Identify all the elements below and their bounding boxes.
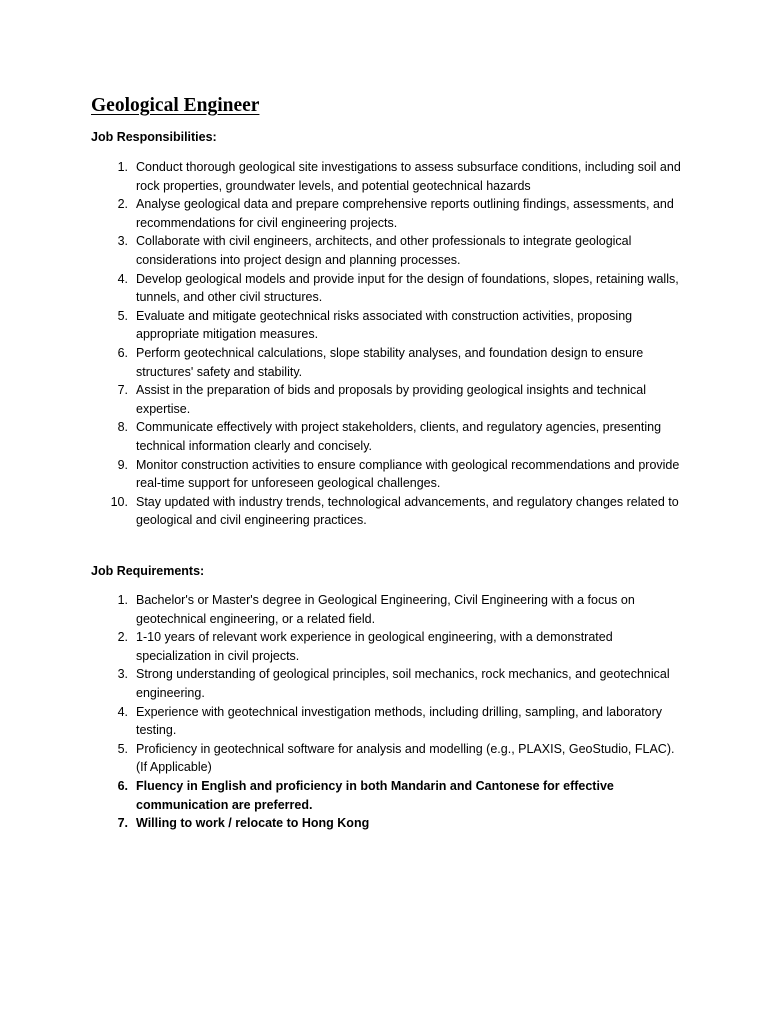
- responsibility-item: [0, 344, 768, 381]
- item-text: Strong understanding of geological principles, soil mechanics, rock mechanics, and geotechnical engineering.: [136, 667, 670, 700]
- responsibility-item: [0, 456, 768, 493]
- item-number: 3.: [117, 667, 128, 682]
- responsibility-item: [0, 195, 768, 232]
- item-number: 7.: [117, 816, 128, 831]
- item-text: Assist in the preparation of bids and proposals by providing geological insights and technical expertise.: [136, 383, 647, 416]
- requirements-list: [0, 591, 768, 833]
- item-text: Communicate effectively with project stakeholders, clients, and regulatory agencies, presenting technical information clearly and concisely.: [136, 420, 662, 453]
- item-number: 4.: [117, 271, 128, 286]
- item-text: Experience with geotechnical investigation methods, including drilling, sampling, and laboratory testing.: [136, 704, 662, 738]
- responsibilities-list: [0, 158, 768, 530]
- requirement-item: [0, 591, 768, 628]
- requirement-item: [0, 665, 768, 702]
- item-number: 9.: [117, 457, 128, 472]
- responsibility-item: [0, 493, 768, 530]
- requirement-item: [0, 628, 768, 665]
- responsibility-item: [0, 307, 768, 344]
- item-number: 6.: [117, 345, 128, 360]
- requirement-item: [0, 777, 768, 814]
- item-text: Bachelor's or Master's degree in Geological Engineering, Civil Engineering with a focus on geotechnical engineering, or a related field.: [136, 593, 635, 626]
- item-number: 2.: [117, 197, 128, 212]
- item-text: Perform geotechnical calculations, slope stability analyses, and foundation design to ensure structures' safety and stability.: [136, 345, 644, 379]
- item-number: 1.: [117, 160, 128, 174]
- item-number: 3.: [117, 234, 128, 249]
- responsibility-item: [0, 418, 768, 455]
- item-number: 10.: [110, 494, 128, 509]
- item-text: Stay updated with industry trends, technological advancements, and regulatory changes related to geological and civil engineering practices.: [136, 494, 679, 528]
- item-text: Proficiency in geotechnical software for analysis and modelling (e.g., PLAXIS, GeoStudio, FLAC). (If Applicable): [136, 741, 675, 775]
- item-text: 1-10 years of relevant work experience in geological engineering, with a demonstrated specialization in civil projects.: [136, 630, 613, 663]
- item-number: 5.: [117, 741, 128, 756]
- item-number: 7.: [117, 383, 128, 398]
- item-number: 2.: [117, 630, 128, 645]
- item-number: 1.: [117, 593, 128, 607]
- responsibility-item: [0, 381, 768, 418]
- item-text: Fluency in English and proficiency in both Mandarin and Cantonese for effective communication are preferred.: [136, 778, 614, 812]
- responsibilities-heading: Job Responsibilities:: [91, 130, 217, 144]
- requirement-item: [0, 814, 768, 833]
- item-number: 5.: [117, 308, 128, 323]
- item-text: Analyse geological data and prepare comprehensive reports outlining findings, assessments, and recommendations for civil engineering projects.: [136, 197, 674, 230]
- item-number: 4.: [117, 704, 128, 719]
- item-number: 6.: [117, 778, 128, 793]
- item-text: Collaborate with civil engineers, architects, and other professionals to integrate geological considerations into project design and planning processes.: [136, 234, 632, 267]
- requirements-heading: Job Requirements:: [91, 564, 205, 578]
- document-title: Geological Engineer: [91, 95, 260, 116]
- item-text: Willing to work / relocate to Hong Kong: [136, 816, 370, 831]
- responsibility-item: [0, 232, 768, 269]
- responsibility-item: [0, 158, 768, 195]
- item-text: Monitor construction activities to ensure compliance with geological recommendations and provide real-time support for unforeseen geological challenges.: [136, 457, 680, 491]
- item-number: 8.: [117, 420, 128, 435]
- item-text: Evaluate and mitigate geotechnical risks associated with construction activities, proposing appropriate mitigation measures.: [136, 308, 633, 342]
- responsibility-item: [0, 270, 768, 307]
- requirement-item: [0, 703, 768, 740]
- requirement-item: [0, 740, 768, 777]
- item-text: Develop geological models and provide input for the design of foundations, slopes, retaining walls, tunnels, and other civil structures.: [136, 271, 679, 305]
- item-text: Conduct thorough geological site investigations to assess subsurface conditions, including soil and rock properties, groundwater levels, and potential geotechnical hazards: [136, 160, 681, 193]
